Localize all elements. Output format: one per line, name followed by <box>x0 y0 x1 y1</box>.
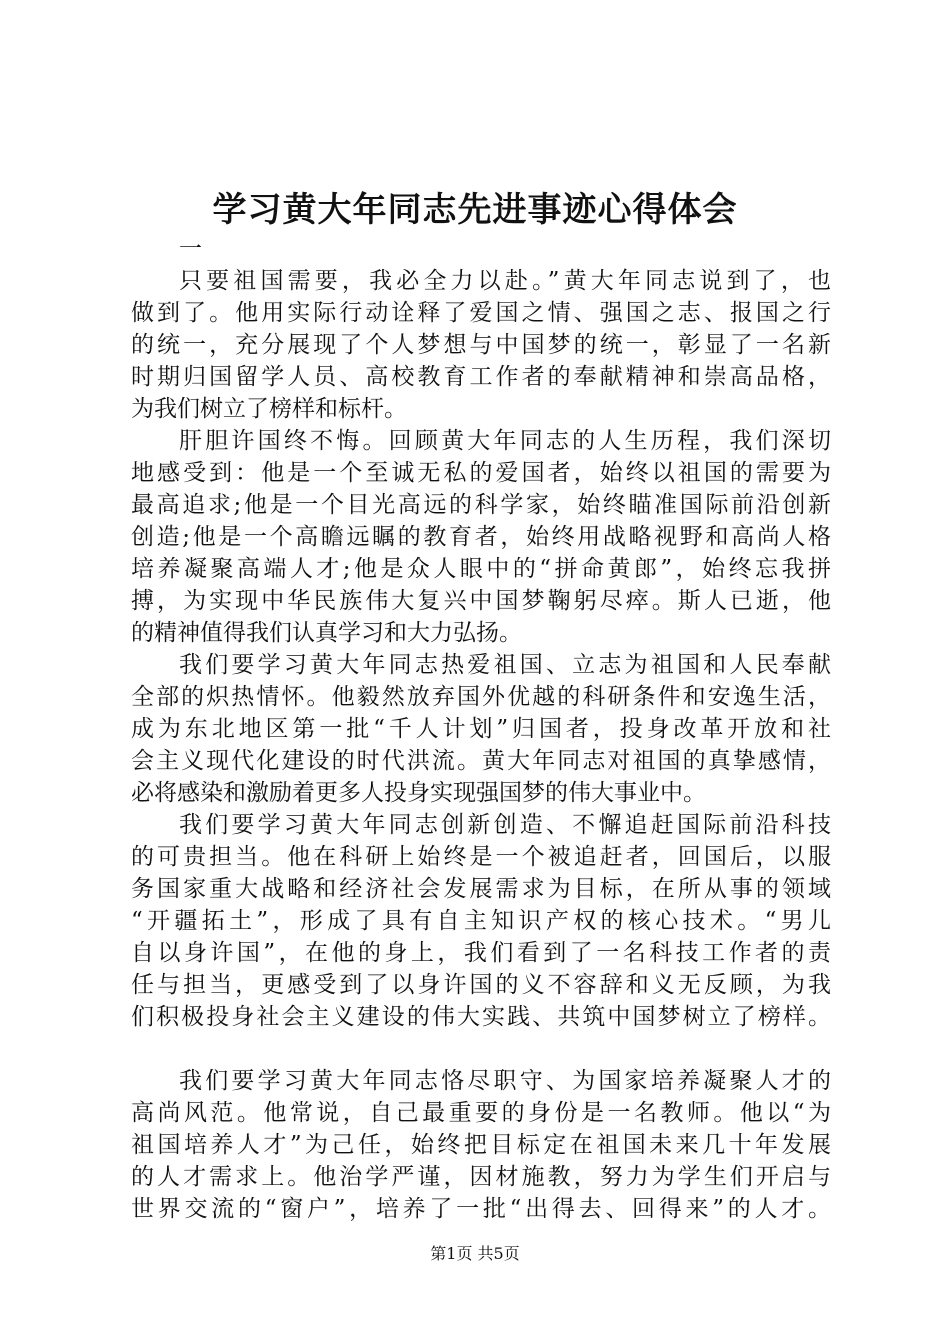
paragraph-line: 务国家重大战略和经济社会发展需求为目标，在所从事的领域 <box>131 876 831 902</box>
paragraph-line: 必将感染和激励着更多人投身实现强国梦的伟大事业中。 <box>131 780 706 806</box>
paragraph-line: 的统一，充分展现了个人梦想与中国梦的统一，彰显了一名新 <box>131 332 831 358</box>
paragraph-line: 们积极投身社会主义建设的伟大实践、共筑中国梦树立了榜样。 <box>131 1004 831 1030</box>
blank-line <box>131 1033 831 1065</box>
paragraph-line: “开疆拓土”，形成了具有自主知识产权的核心技术。“男儿 <box>131 908 831 934</box>
paragraph-line: 肝胆许国终不悔。回顾黄大年同志的人生历程，我们深切 <box>179 428 831 454</box>
paragraph-line: 我们要学习黄大年同志创新创造、不懈追赶国际前沿科技 <box>179 812 831 838</box>
paragraph-line: 世界交流的“窗户”，培养了一批“出得去、回得来”的人才。 <box>131 1196 831 1222</box>
document-title: 学习黄大年同志先进事迹心得体会 <box>212 190 738 230</box>
paragraph-line: 创造;他是一个高瞻远瞩的教育者，始终用战略视野和高尚人格 <box>131 524 831 550</box>
paragraph-line: 培养凝聚高端人才;他是众人眼中的“拼命黄郎”，始终忘我拼 <box>131 556 831 582</box>
paragraph-line: 为我们树立了榜样和标杆。 <box>131 396 407 422</box>
paragraph-line: 成为东北地区第一批“千人计划”归国者，投身改革开放和社 <box>131 716 831 742</box>
paragraph-line: 最高追求;他是一个目光高远的科学家，始终瞄准国际前沿创新 <box>131 492 831 518</box>
paragraph-line: 全部的炽热情怀。他毅然放弃国外优越的科研条件和安逸生活， <box>131 684 831 710</box>
paragraph-line: 祖国培养人才”为己任，始终把目标定在祖国未来几十年发展 <box>131 1132 831 1158</box>
paragraph-line: 我们要学习黄大年同志热爱祖国、立志为祖国和人民奉献 <box>179 652 831 678</box>
section-marker: 一 <box>179 236 202 262</box>
paragraph-line: 会主义现代化建设的时代洪流。黄大年同志对祖国的真挚感情， <box>131 748 831 774</box>
paragraph-line: 地感受到：他是一个至诚无私的爱国者，始终以祖国的需要为 <box>131 460 831 486</box>
paragraph-line: 自以身许国”，在他的身上，我们看到了一名科技工作者的责 <box>131 940 831 966</box>
paragraph-line: 搏，为实现中华民族伟大复兴中国梦鞠躬尽瘁。斯人已逝，他 <box>131 588 831 614</box>
paragraph-line: 高尚风范。他常说，自己最重要的身份是一名教师。他以“为 <box>131 1100 831 1126</box>
paragraph-line: 做到了。他用实际行动诠释了爱国之情、强国之志、报国之行 <box>131 300 831 326</box>
paragraph-line: 只要祖国需要，我必全力以赴。”黄大年同志说到了，也 <box>179 268 831 294</box>
paragraph-line: 时期归国留学人员、高校教育工作者的奉献精神和崇高品格， <box>131 364 831 390</box>
page-footer: 第1页 共5页 <box>430 1244 520 1263</box>
paragraph-line: 我们要学习黄大年同志恪尽职守、为国家培养凝聚人才的 <box>179 1068 831 1094</box>
paragraph-line: 的人才需求上。他治学严谨，因材施教，努力为学生们开启与 <box>131 1164 831 1190</box>
paragraph-line: 的精神值得我们认真学习和大力弘扬。 <box>131 620 522 646</box>
paragraph-line: 的可贵担当。他在科研上始终是一个被追赶者，回国后，以服 <box>131 844 831 870</box>
document-body <box>131 233 831 1225</box>
paragraph-line: 任与担当，更感受到了以身许国的义不容辞和义无反顾，为我 <box>131 972 831 998</box>
